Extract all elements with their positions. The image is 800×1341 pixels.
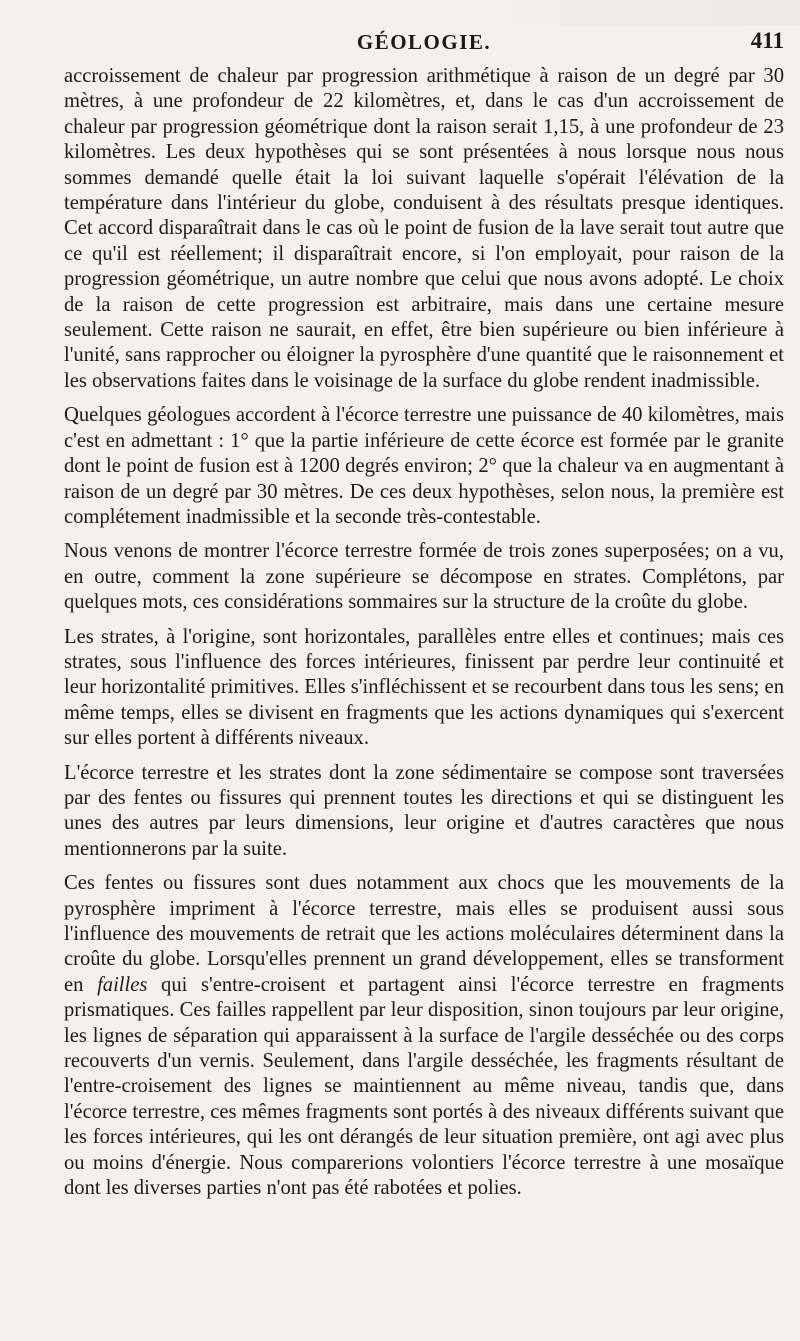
paragraph-2: Quelques géologues accordent à l'écorce terrestre une puissance de 40 kilomètres, mais c'est en admettant : 1° que la partie inférieure de cette écorce est formée par le granite dont le point de fusion est à 1200 degrés environ; 2° que la chaleur va en augmentant à raison de un degré par 30 mètres. De ces deux hypothèses, selon nous, la première est complétement inadmissible et la seconde très-contestable. — [64, 404, 784, 528]
page-header — [64, 28, 784, 62]
running-title: GÉOLOGIE. — [356, 30, 492, 54]
paragraph-5: L'écorce terrestre et les strates dont la zone sédimentaire se compose sont traversées par des fentes ou fissures qui prennent toutes les directions et qui se distinguent les unes des autres par leurs dimensions, leur origine et d'autres caractères que nous mentionnerons par la suite. — [64, 761, 784, 860]
paragraph-6 — [64, 871, 784, 1201]
paragraph-6-italic-term: failles — [97, 973, 148, 996]
bleed-through — [440, 0, 800, 26]
paragraph-6-part-a: Ces fentes ou fissures sont dues notamment aux chocs que les mouvements de la pyrosphère impriment à l'écorce terrestre, mais elles se produisent aussi sous l'influence des mouvements de retrait que les actions moléculaires déterminent dans la croûte du globe. Lorsqu'elles prennent un grand développement, elles se transforment en — [64, 872, 784, 996]
body-text — [64, 64, 784, 1201]
paragraph-4: Les strates, à l'origine, sont horizontales, parallèles entre elles et continues; mais ces strates, sous l'influence des forces intérieures, finissent par perdre leur continuité et leur horizontalité primitives. Elles s'infléchissent et se recourbent dans tous les sens; en même temps, elles se divisent en fragments que les actions dynamiques qui s'exercent sur elles portent à différents niveaux. — [64, 625, 784, 750]
paragraph-1: accroissement de chaleur par progression arithmétique à raison de un degré par 30 mètres, à une profondeur de 22 kilomètres, et, dans le cas d'un accroissement de chaleur par progression géométrique dont la raison serait 1,15, à une profondeur de 23 kilomètres. Les deux hypothèses qui se sont présentées à nous lorsque nous nous sommes demandé quelle était la loi suivant laquelle s'opérait l'élévation de la température dans l'intérieur du globe, conduisent à des résultats presque identiques. Cet accord disparaîtrait dans le cas où le point de fusion de la lave serait tout autre que ce qu'il est réellement; il disparaîtrait encore, si l'on employait, pour raison de la progression géométrique, un autre nombre que celui que nous avons adopté. Le choix de la raison de cette progression est arbitraire, mais dans une certaine mesure seulement. Cette raison ne saurait, en effet, être bien supérieure ou bien inférieure à l'unité, sans rapprocher ou éloigner la pyrosphère d'une quantité que le raisonnement et les observations faites dans le voisinage de la surface du globe rendent inadmissible. — [64, 65, 784, 392]
paragraph-6-part-b: qui s'entre-croisent et partagent ainsi l'écorce terrestre en fragments prismatiques. Ces failles rappellent par leur disposition, sinon toujours par leur origine, les lignes de séparation qui apparaissent à la surface de l'argile desséchée ou des corps recouverts d'un vernis. Seulement, dans l'argile desséchée, les fragments résultant de l'entre-croisement des lignes se maintiennent au même niveau, tandis que, dans l'écorce terrestre, ces mêmes fragments sont portés à des niveaux différents suivant que les forces intérieures, qui les ont dérangés de leur situation première, ont agi avec plus ou moins d'énergie. Nous comparerions volontiers l'écorce terrestre à une mosaïque dont les diverses parties n'ont pas été rabotées et polies. — [64, 973, 784, 1200]
paragraph-3: Nous venons de montrer l'écorce terrestre formée de trois zones superposées; on a vu, en outre, comment la zone supérieure se décompose en strates. Complétons, par quelques mots, ces considérations sommaires sur la structure de la croûte du globe. — [64, 540, 784, 614]
page-number: 411 — [750, 28, 784, 53]
